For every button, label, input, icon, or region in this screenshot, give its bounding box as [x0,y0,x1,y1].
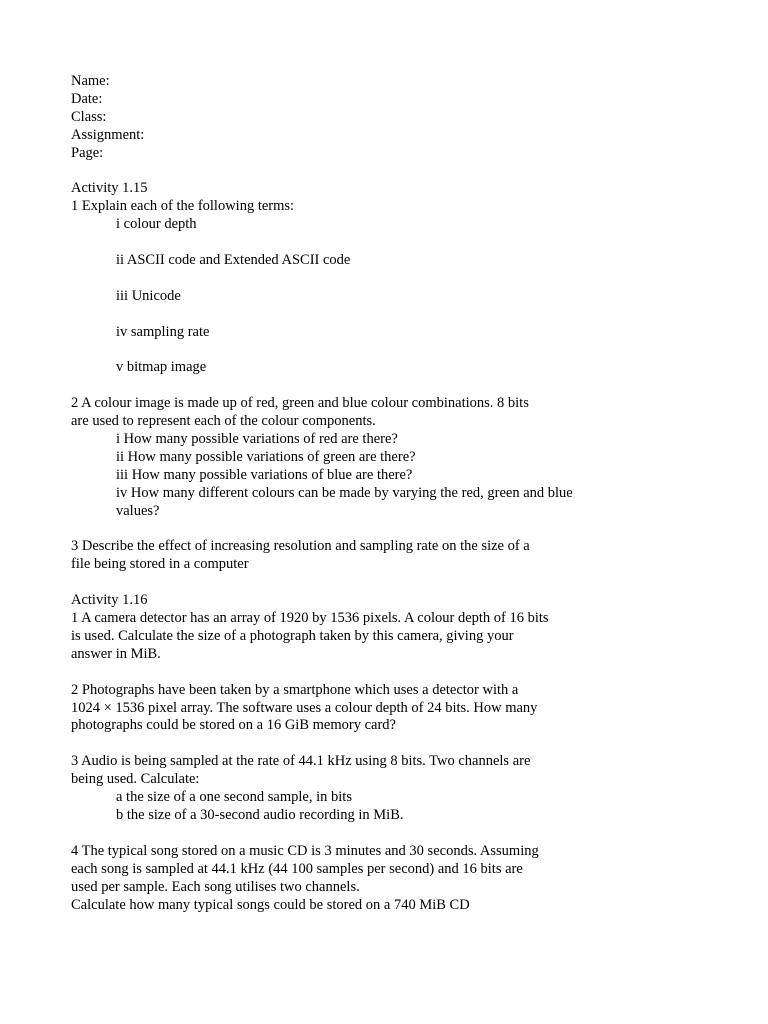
spacer [71,377,631,395]
question-text-line: 3 Audio is being sampled at the rate of 44.1 kHz using 8 bits. Two channels are [71,753,531,770]
question-1 [71,610,631,664]
spacer [71,735,631,753]
question-1 [71,198,631,377]
question-text-line: photographs could be stored on a 16 GiB memory card? [71,717,396,734]
activity-title: Activity 1.15 [71,180,148,197]
spacer [71,825,631,843]
question-3 [71,538,631,574]
spacer [71,664,631,682]
question-text-line: file being stored in a computer [71,556,249,573]
question-text-line: 1024 × 1536 pixel array. The software uses a colour depth of 24 bits. How many [71,699,538,716]
question-item: iv sampling rate [116,323,210,340]
question-item: iii Unicode [116,287,181,304]
question-text-line: 4 The typical song stored on a music CD is 3 minutes and 30 seconds. Assuming [71,842,539,859]
spacer [71,234,631,252]
document-content [71,73,631,914]
spacer [71,521,631,539]
question-prompt: 1 Explain each of the following terms: [71,198,295,215]
spacer [71,270,631,288]
page-label: Page: [71,144,104,161]
name-label: Name: [71,73,110,89]
activity-1-16 [71,592,631,914]
assignment-label: Assignment: [71,126,145,143]
question-item: b the size of a 30-second audio recording in MiB. [116,807,404,823]
question-text-line: is used. Calculate the size of a photograph taken by this camera, giving your [71,627,514,644]
question-item: a the size of a one second sample, in bits [116,789,352,806]
question-text-line: 2 A colour image is made up of red, green and blue colour combinations. 8 bits [71,395,529,412]
spacer [71,342,631,360]
question-3 [71,753,631,825]
question-text-line: used per sample. Each song utilises two channels. [71,878,360,895]
spacer [71,574,631,592]
question-text-line: Calculate how many typical songs could be stored on a 740 MiB CD [71,896,470,913]
question-item: iii How many possible variations of blue are there? [116,466,413,483]
header-fields [71,73,631,163]
question-item: i How many possible variations of red are there? [116,431,398,448]
question-text-line: being used. Calculate: [71,771,200,788]
question-4 [71,843,631,915]
spacer [71,163,631,181]
question-2 [71,682,631,736]
question-text-line: are used to represent each of the colour components. [71,413,376,430]
question-item: ii How many possible variations of green are there? [116,448,416,465]
question-text-line: each song is sampled at 44.1 kHz (44 100 samples per second) and 16 bits are [71,860,523,877]
date-label: Date: [71,90,103,107]
question-2 [71,395,631,520]
class-label: Class: [71,108,107,125]
question-item: ii ASCII code and Extended ASCII code [116,252,351,269]
question-item: values? [116,502,160,519]
spacer [71,306,631,324]
activity-1-15 [71,180,631,574]
question-item: v bitmap image [116,359,207,376]
question-text-line: 3 Describe the effect of increasing resolution and sampling rate on the size of a [71,538,530,555]
activity-title: Activity 1.16 [71,592,148,609]
question-text-line: answer in MiB. [71,645,161,662]
question-text-line: 2 Photographs have been taken by a smartphone which uses a detector with a [71,681,519,698]
question-item: i colour depth [116,216,197,233]
question-text-line: 1 A camera detector has an array of 1920 by 1536 pixels. A colour depth of 16 bits [71,610,549,627]
question-item: iv How many different colours can be made by varying the red, green and blue [116,484,573,501]
